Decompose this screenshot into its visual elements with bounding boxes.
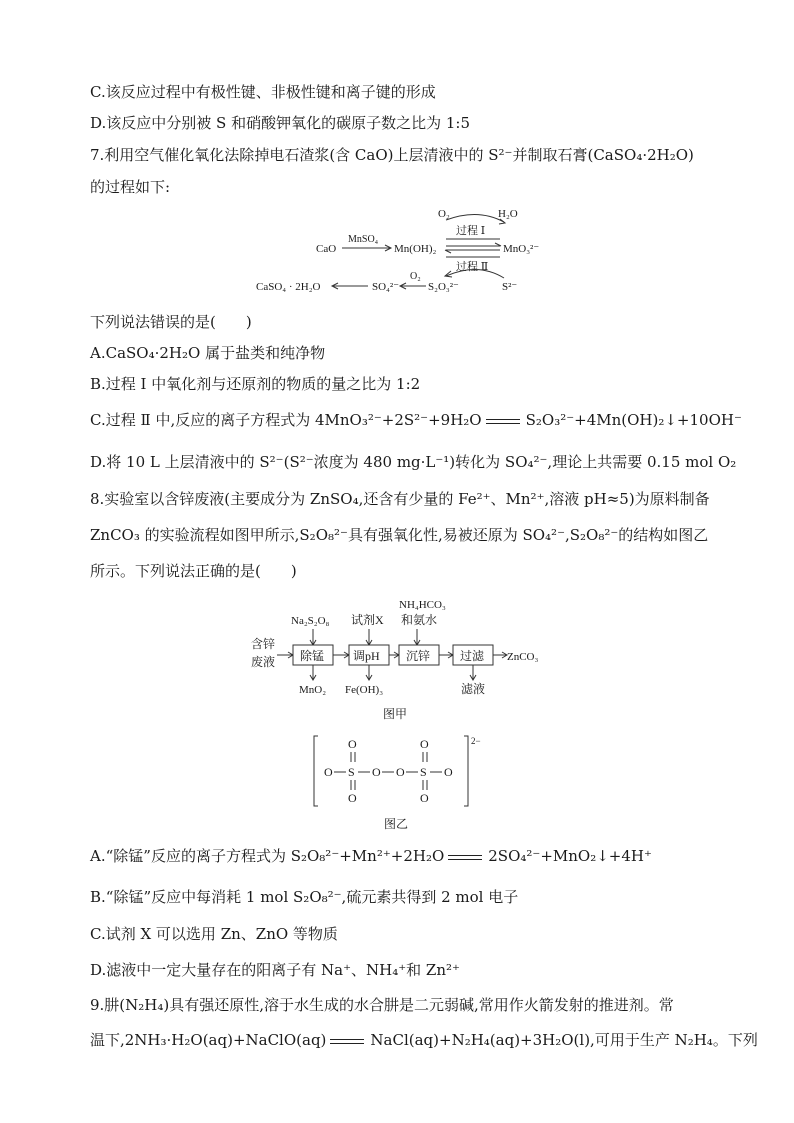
mno3-label: MnO₃²⁻ — [503, 243, 540, 255]
o2-bottom-label: O₂ — [410, 271, 421, 282]
step-remove-mn-label: 除锰 — [300, 649, 325, 663]
option-8c: C.试剂 X 可以选用 Zn、ZnO 等物质 — [90, 925, 338, 943]
atom-o-left: O — [324, 765, 333, 779]
equation-left: A.“除锰”反应的离子方程式为 S₂O₈²⁻+Mn²⁺+2H₂O — [90, 847, 445, 865]
peroxodisulfate-structure — [308, 734, 528, 834]
option-7d-prev: D.该反应中分别被 S 和硝酸钾氧化的碳原子数之比为 1:5 — [90, 114, 470, 132]
product-label: ZnCO₃ — [507, 651, 539, 663]
process-diagram — [250, 204, 550, 300]
atom-o-top-1: O — [348, 737, 357, 751]
question-8-stem-end: 所示。下列说法正确的是( ) — [90, 562, 297, 580]
nh4hco3-label: NH₄HCO₃ — [399, 599, 446, 611]
figure-a-caption: 图甲 — [383, 707, 408, 721]
mno2-label: MnO₂ — [299, 684, 327, 696]
atom-o-bridge-1: O — [372, 765, 381, 779]
o2-label: O₂ — [438, 208, 450, 220]
process-2-label: 过程 Ⅱ — [456, 261, 489, 273]
option-8a — [90, 846, 652, 866]
atom-o-top-2: O — [420, 737, 429, 751]
question-8-stem-cont: ZnCO₃ 的实验流程如图甲所示,S₂O₈²⁻具有强氧化性,易被还原为 SO₄²⁻,S₂O₈²⁻的结构如图乙 — [90, 526, 709, 544]
question-7-stem-cont: 的过程如下: — [90, 178, 171, 196]
feoh3-label: Fe(OH)₃ — [345, 684, 384, 696]
na2s2o8-label: Na₂S₂O₈ — [291, 615, 330, 627]
equals-sign — [330, 1039, 364, 1044]
ammonia-label: 和氨水 — [401, 613, 438, 627]
h2o-label: H₂O — [498, 208, 518, 220]
flow-chart — [245, 592, 565, 724]
waste-label-2: 废液 — [251, 655, 276, 669]
atom-o-bottom-1: O — [348, 791, 357, 805]
reagent-x-label: 试剂X — [351, 613, 384, 627]
question-7-stem: 7.利用空气催化氧化法除掉电石渣浆(含 CaO)上层清液中的 S²⁻并制取石膏(CaSO₄·2H₂O) — [90, 146, 694, 164]
mnoh2-label: Mn(OH)₂ — [394, 243, 437, 255]
charge-label: 2− — [471, 736, 481, 746]
cao-label: CaO — [316, 243, 337, 255]
equals-sign — [486, 419, 520, 424]
option-7b: B.过程 Ⅰ 中氧化剂与还原剂的物质的量之比为 1:2 — [90, 375, 421, 393]
equation-right: NaCl(aq)+N₂H₄(aq)+3H₂O(l),可用于生产 N₂H₄。下列 — [370, 1031, 758, 1049]
option-7d: D.将 10 L 上层清液中的 S²⁻(S²⁻浓度为 480 mg·L⁻¹)转化为 SO₄²⁻,理论上共需要 0.15 mol O₂ — [90, 453, 737, 471]
question-9-stem: 9.肼(N₂H₄)具有强还原性,溶于水生成的水合肼是二元弱碱,常用作火箭发射的推进剂。常 — [90, 996, 674, 1014]
caso4-label: CaSO₄ · 2H₂O — [256, 281, 321, 293]
option-7c — [90, 410, 742, 430]
mnso4-label: MnSO₄ — [348, 234, 379, 245]
question-8-stem: 8.实验室以含锌废液(主要成分为 ZnSO₄,还含有少量的 Fe²⁺、Mn²⁺,溶液 pH≈5)为原料制备 — [90, 490, 710, 508]
atom-s-2: S — [420, 765, 427, 779]
waste-label-1: 含锌 — [251, 637, 276, 651]
filtrate-label: 滤液 — [461, 682, 486, 696]
question-9-stem-cont — [90, 1030, 758, 1050]
equation-right: 2SO₄²⁻+MnO₂↓+4H⁺ — [488, 847, 652, 865]
atom-o-bridge-2: O — [396, 765, 405, 779]
step-precipitate-zn-label: 沉锌 — [406, 649, 431, 663]
equals-sign — [448, 855, 482, 860]
option-8b: B.“除锰”反应中每消耗 1 mol S₂O₈²⁻,硫元素共得到 2 mol 电子 — [90, 888, 519, 906]
equation-left: 温下,2NH₃·H₂O(aq)+NaClO(aq) — [90, 1031, 327, 1049]
step-filter-label: 过滤 — [460, 649, 485, 663]
so4-label: SO₄²⁻ — [372, 281, 400, 293]
atom-s-1: S — [348, 765, 355, 779]
process-1-label: 过程 Ⅰ — [456, 225, 486, 237]
step-adjust-ph-label: 调pH — [353, 649, 380, 663]
equation-left: C.过程 Ⅱ 中,反应的离子方程式为 4MnO₃²⁻+2S²⁻+9H₂O — [90, 411, 482, 429]
s2o3-label: S₂O₃²⁻ — [428, 281, 459, 293]
equation-right: S₂O₃²⁻+4Mn(OH)₂↓+10OH⁻ — [525, 411, 742, 429]
option-7a: A.CaSO₄·2H₂O 属于盐类和纯净物 — [90, 344, 326, 362]
figure-b-caption: 图乙 — [384, 817, 409, 831]
option-8d: D.滤液中一定大量存在的阳离子有 Na⁺、NH₄⁺和 Zn²⁺ — [90, 961, 460, 979]
option-7c-prev: C.该反应过程中有极性键、非极性键和离子键的形成 — [90, 83, 436, 101]
question-7-prompt: 下列说法错误的是( ) — [90, 313, 252, 331]
s2-label: S²⁻ — [502, 281, 518, 293]
atom-o-bottom-2: O — [420, 791, 429, 805]
atom-o-right: O — [444, 765, 453, 779]
